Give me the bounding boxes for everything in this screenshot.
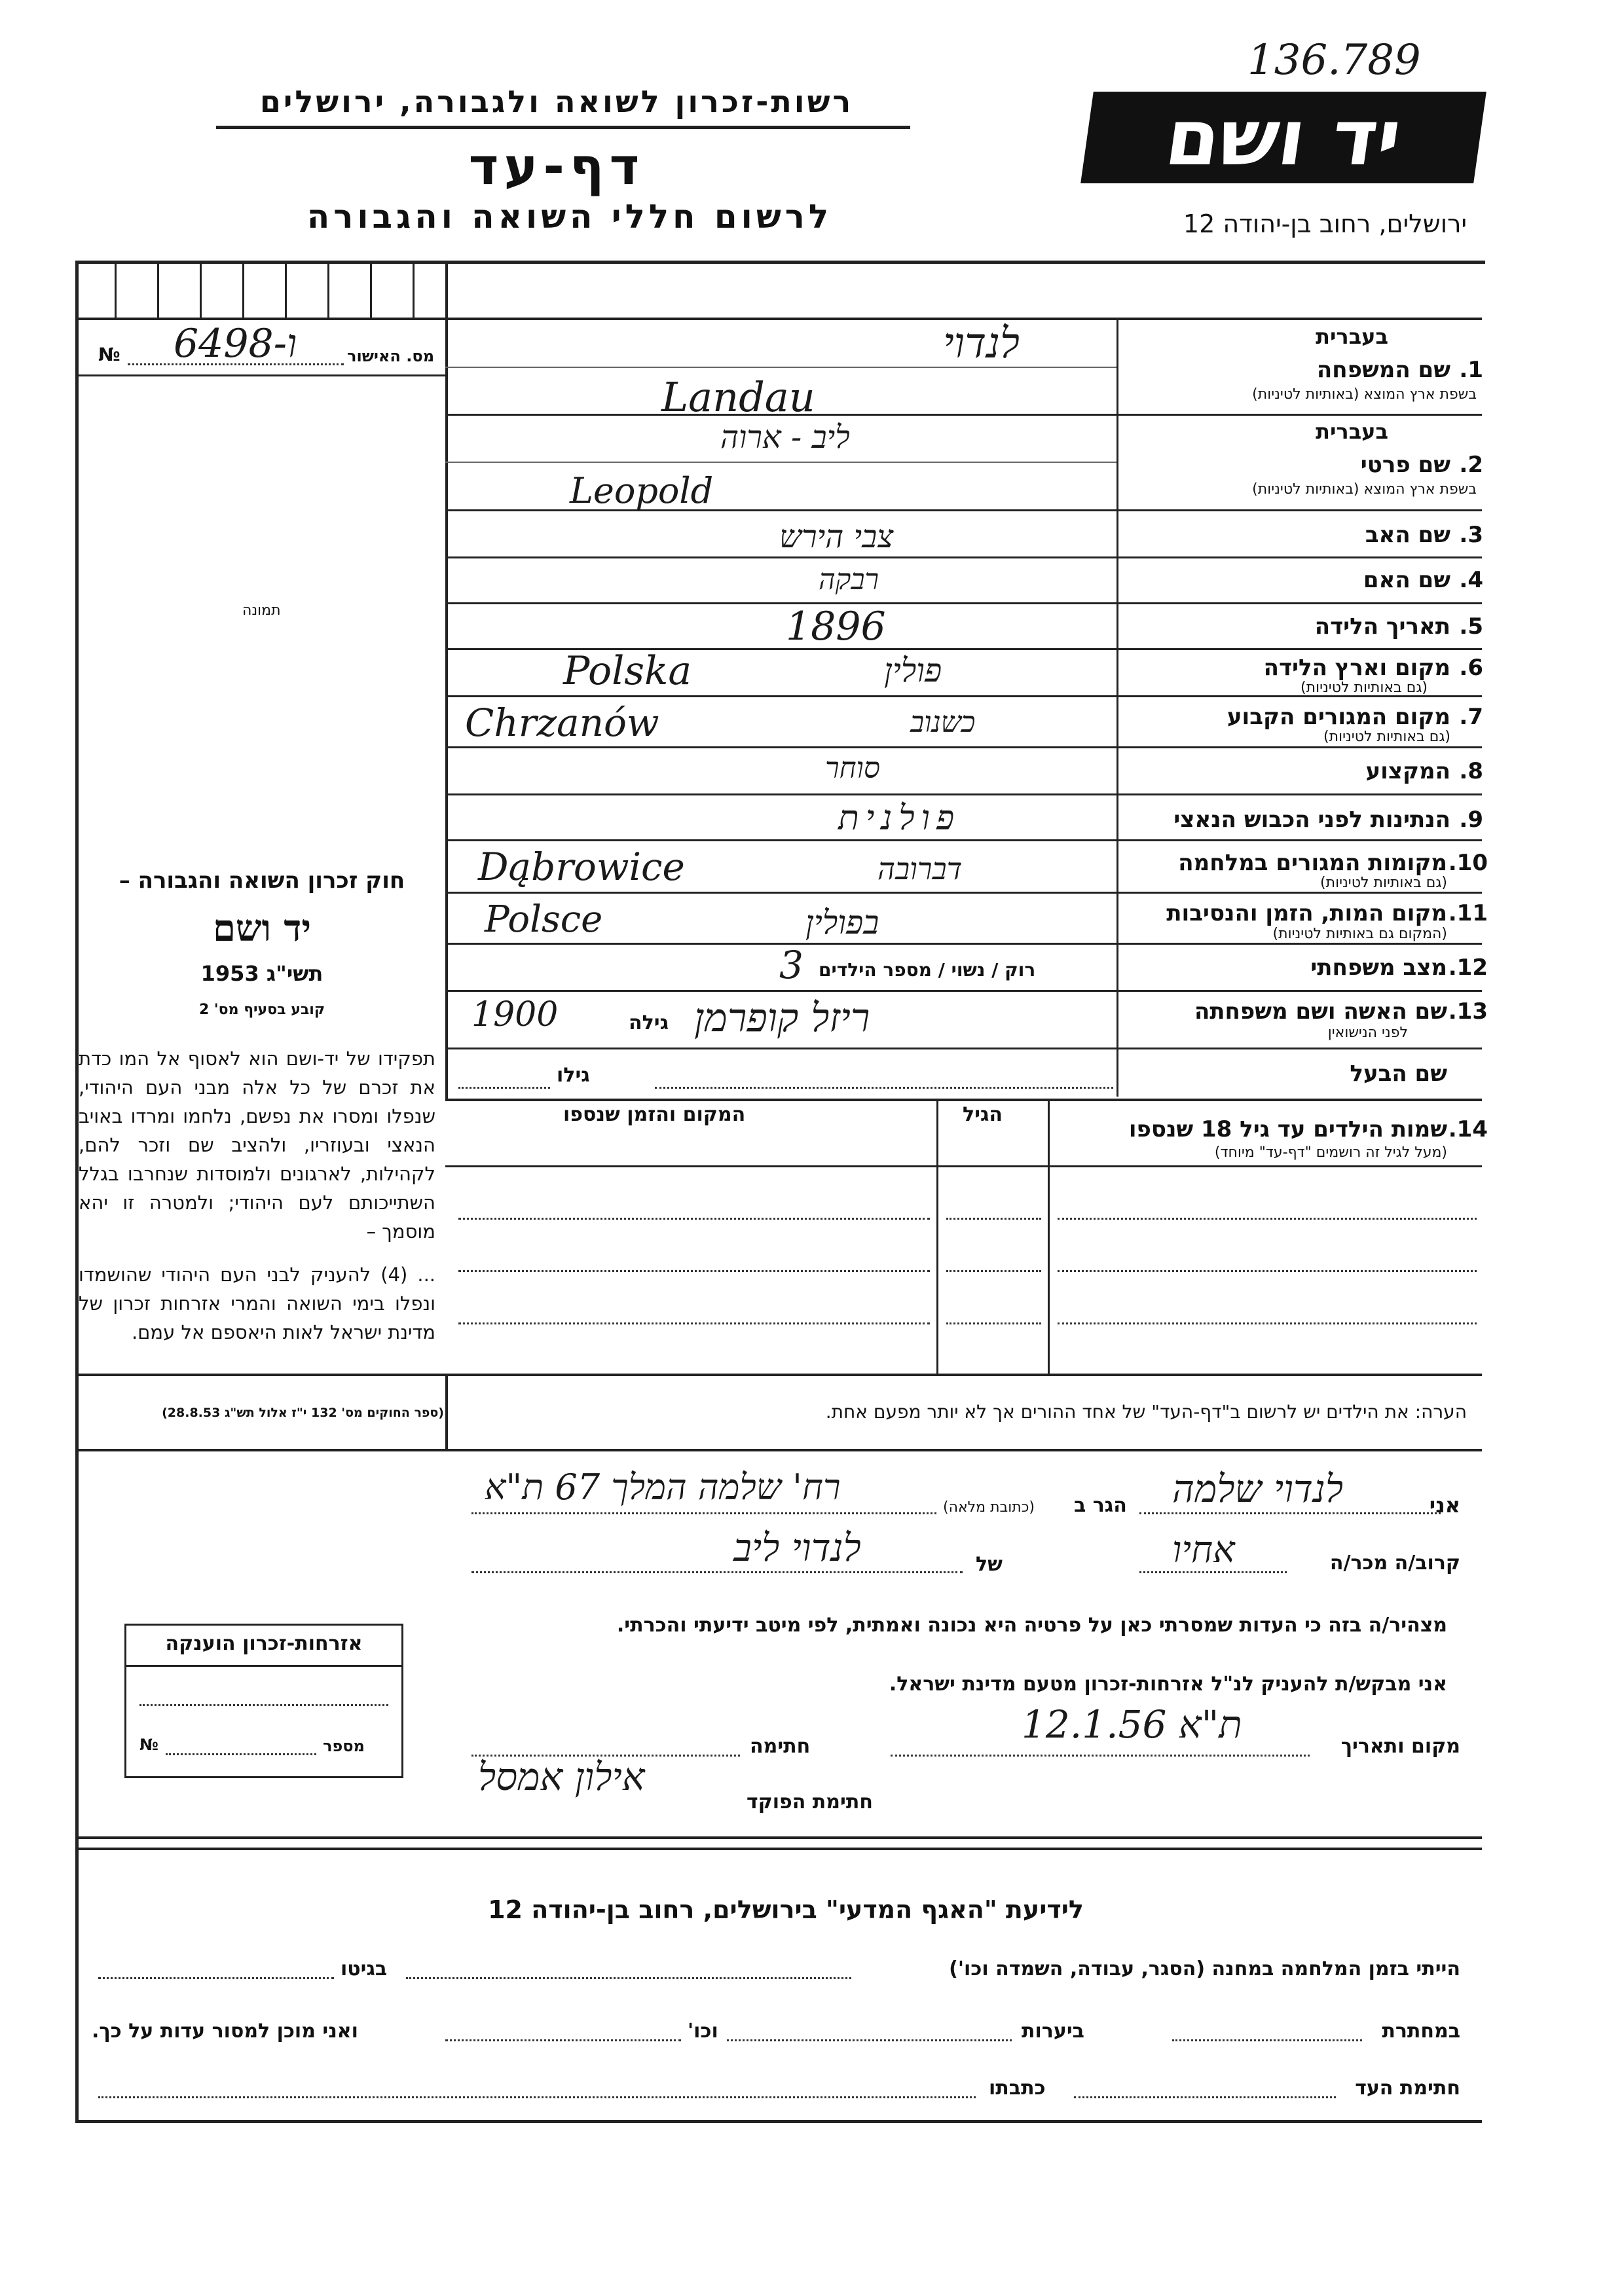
field6-number: 6. bbox=[1459, 655, 1483, 681]
field1-hebrew-value: לנדוי bbox=[943, 319, 1020, 368]
citizenship-box bbox=[124, 1624, 403, 1778]
field11-number: 11. bbox=[1448, 900, 1488, 926]
decl-relative-label: קרוב/ה מכר/ה bbox=[1329, 1552, 1460, 1575]
logo-text: יד ושם bbox=[1160, 92, 1407, 183]
field1-latin-sub: בשפת ארץ המוצא (באותיות לטיניות) bbox=[1252, 386, 1477, 403]
field7-latin-value: Chrzanów bbox=[465, 701, 659, 745]
decl-request: אני מבקש/ת להעניק לנ"ל אזרחות-זכרון מטעם מדינת ישראל. bbox=[889, 1673, 1447, 1696]
decl-relative-of: לנדוי ליב bbox=[733, 1525, 861, 1570]
field5-label: תאריך הלידה bbox=[1314, 613, 1450, 640]
field13-number: 13. bbox=[1448, 998, 1488, 1025]
field8-value: סוחר bbox=[825, 752, 880, 785]
footer-line2-c: וכו' bbox=[688, 2020, 718, 2043]
law-heading: חוק זכרון השואה והגבורה – bbox=[119, 867, 405, 894]
field11-sub: (המקום גם באותיות לטיניות) bbox=[1272, 926, 1447, 942]
field6-label: מקום וארץ הלידה bbox=[1263, 655, 1450, 681]
field5-number: 5. bbox=[1459, 613, 1483, 640]
decl-place-date-value: 12.1.56 ת"א bbox=[1022, 1702, 1242, 1747]
field2-label: שם פרטי bbox=[1360, 452, 1450, 478]
decl-i-label: אני bbox=[1429, 1493, 1460, 1518]
children-sub: (מעל לגיל זה רושמים "דף-עד" מיוחד) bbox=[1214, 1144, 1447, 1161]
footer-line2-d: ואני מוכן למסור עדות על כך. bbox=[92, 2020, 358, 2043]
decl-address-hint: (כתובת מלאה) bbox=[943, 1499, 1035, 1516]
law-year: תשי"ג 1953 bbox=[200, 961, 323, 986]
field2-number: 2. bbox=[1459, 452, 1483, 478]
children-label: שמות הילדים עד גיל 18 שנספו bbox=[1128, 1116, 1447, 1142]
field4-label: שם האם bbox=[1363, 567, 1450, 593]
law-citation: (ספר החוקים מס' 132 י"ז אלול תש"ג 28.8.53) bbox=[162, 1406, 444, 1420]
field3-number: 3. bbox=[1459, 522, 1483, 548]
authority-title: רשות-זכרון לשואה ולגבורה, ירושלים bbox=[259, 84, 854, 119]
husband-age-label: גילו bbox=[557, 1064, 590, 1087]
field10-label: מקומות המגורים במלחמה bbox=[1178, 850, 1447, 876]
archive-number: 136.789 bbox=[1247, 36, 1421, 84]
citizenship-no-sign: № bbox=[139, 1736, 158, 1754]
field11-label: מקום המות, הזמן והנסיבות bbox=[1166, 900, 1447, 926]
field12-label: מצב משפחתי bbox=[1310, 955, 1447, 981]
authority-underline bbox=[216, 126, 910, 129]
decl-officer-signature: אילון אמסל bbox=[478, 1755, 645, 1799]
field8-number: 8. bbox=[1459, 758, 1483, 784]
footer-line3-a: חתימת העד bbox=[1355, 2077, 1460, 2100]
decl-statement: מצהיר/ה בזה כי העדות שמסרתי כאן על פרטיה היא נכונה ואמתית, לפי מיטב ידיעתי והכרתי. bbox=[616, 1614, 1447, 1637]
address: ירושלים, רחוב בן-יהודה 12 bbox=[1183, 210, 1467, 238]
field6-value: פולין bbox=[884, 651, 942, 689]
photo-label: תמונה bbox=[242, 602, 281, 619]
field12-number: 12. bbox=[1448, 955, 1488, 981]
field13-age-label: גילה bbox=[629, 1011, 669, 1034]
decl-place-date-label: מקום ותאריך bbox=[1340, 1735, 1460, 1758]
decl-witness-address: רח' שלמה המלך 67 ת"א bbox=[485, 1467, 841, 1508]
form-title: דף-עד bbox=[468, 137, 645, 196]
field2-hebrew-value: ליב - ארוה bbox=[720, 419, 850, 456]
law-name: יד ושם bbox=[212, 907, 312, 950]
field9-value: פולנית bbox=[838, 799, 961, 838]
field3-label: שם האב bbox=[1365, 522, 1450, 548]
field1-latin-value: Landau bbox=[661, 373, 815, 421]
field7-number: 7. bbox=[1459, 704, 1483, 730]
field4-number: 4. bbox=[1459, 567, 1483, 593]
field2-latin-sub: בשפת ארץ המוצא (באותיות לטיניות) bbox=[1252, 481, 1477, 498]
field11-value: בפולין bbox=[805, 903, 879, 941]
footer-line2-a: במחתרת bbox=[1382, 2020, 1460, 2043]
field2-hebrew-sub: בעברית bbox=[1316, 419, 1388, 444]
children-age-col: הגיל bbox=[963, 1103, 1003, 1126]
decl-relation: אחיו bbox=[1172, 1529, 1235, 1571]
note: הערה: את הילדים יש לרשום ב"דף-העד" של אחד ההורים אך לא יותר מפעם אחת. bbox=[825, 1401, 1467, 1423]
children-place-col: המקום והזמן שנספו bbox=[563, 1103, 746, 1126]
footer-line3-b: כתבתו bbox=[989, 2077, 1046, 2100]
field1-number: 1. bbox=[1459, 357, 1483, 383]
footer-line2-b: ביערות bbox=[1022, 2020, 1084, 2043]
husband-label: שם הבעל bbox=[1350, 1061, 1447, 1087]
field13-label: שם האשה ושם משפחתה bbox=[1194, 998, 1447, 1025]
code-boxes bbox=[75, 263, 445, 318]
field7-sub: (גם באותיות לטיניות) bbox=[1323, 729, 1450, 745]
footer-line1-b: בגיטו bbox=[341, 1958, 388, 1980]
citizenship-number-label: מספר bbox=[323, 1737, 365, 1755]
field7-label: מקום המגורים הקבוע bbox=[1227, 704, 1450, 730]
law-para1: תפקידו של יד-ושם הוא לאסוף אל המו כדת את זכרם של כל אלה מבני העם היהודי, שנפלו ומסרו את נפשם, נלחמו ומרדו באויב הנאצי ובעוזריו, ולהציב שם וזכר להם, לקהילות, לארגונים ולמוסדות שנחרבו בגלל השתייכותם לעם היהודי; ולמטרה זו יהא מוסמך – bbox=[79, 1048, 435, 1243]
field13-sub: לפני הנישואין bbox=[1327, 1025, 1408, 1041]
field3-value: צבי הירש bbox=[779, 519, 894, 555]
field6-sub: (גם באותיות לטיניות) bbox=[1301, 680, 1428, 696]
approval-number: 6498-ו bbox=[174, 321, 297, 367]
decl-lives-label: הגר ב bbox=[1074, 1494, 1127, 1517]
field2-latin-value: Leopold bbox=[570, 470, 714, 511]
citizenship-title: אזרחות-זכרון הוענקה bbox=[165, 1632, 363, 1655]
field10-latin-value: Dąbrowice bbox=[478, 845, 685, 889]
decl-of-label: של bbox=[976, 1553, 1003, 1576]
field9-number: 9. bbox=[1459, 807, 1483, 833]
children-number: 14. bbox=[1448, 1116, 1488, 1142]
field1-hebrew-sub: בעברית bbox=[1316, 324, 1388, 349]
field12-value: 3 bbox=[779, 943, 803, 987]
decl-officer-label: חתימת הפוקד bbox=[747, 1791, 873, 1813]
field8-label: המקצוע bbox=[1365, 758, 1450, 784]
yad-vashem-logo bbox=[1080, 92, 1486, 183]
field7-value: כשנוב bbox=[910, 706, 976, 739]
approval-label: מס. האישור bbox=[347, 347, 435, 365]
footer-heading: לידיעת "האגף המדעי" בירושלים, רחוב בן-יהודה 12 bbox=[488, 1895, 1084, 1924]
decl-signature-label: חתימה bbox=[750, 1735, 811, 1758]
field1-label: שם המשפחה bbox=[1316, 357, 1450, 383]
field10-number: 10. bbox=[1448, 850, 1488, 876]
field11-latin-value: Polsce bbox=[485, 898, 603, 941]
field5-value: 1896 bbox=[786, 604, 886, 649]
approval-no-sign: № bbox=[98, 344, 120, 365]
field6-latin-value: Polska bbox=[563, 648, 692, 694]
decl-witness-name: לנדוי שלמה bbox=[1172, 1467, 1343, 1511]
field13-age-value: 1900 bbox=[471, 995, 559, 1034]
field4-value: רבקה bbox=[819, 563, 879, 596]
field9-label: הנתינות לפני הכבוש הנאצי bbox=[1173, 807, 1450, 833]
field13-value: ריזל קופרמן bbox=[694, 995, 870, 1041]
law-section: קובע בסעיף מס' 2 bbox=[198, 1002, 325, 1018]
law-para2: ... (4) להעניק לבני העם היהודי שהושמדו ונפלו בימי השואה והמרי אזרחות זכרון של מדינת ישראל לאות היאספם אל עמם. bbox=[79, 1264, 436, 1343]
field10-value: דברובה bbox=[877, 851, 963, 886]
field12-status-options: רוק / נשוי / מספר הילדים bbox=[819, 959, 1036, 981]
footer-line1-a: הייתי בזמן המלחמה במחנה (הסגר, עבודה, השמדה וכו') bbox=[949, 1958, 1460, 1980]
form-subtitle: לרשום חללי השואה והגבורה bbox=[306, 198, 833, 236]
field10-sub: (גם באותיות לטיניות) bbox=[1320, 875, 1447, 891]
